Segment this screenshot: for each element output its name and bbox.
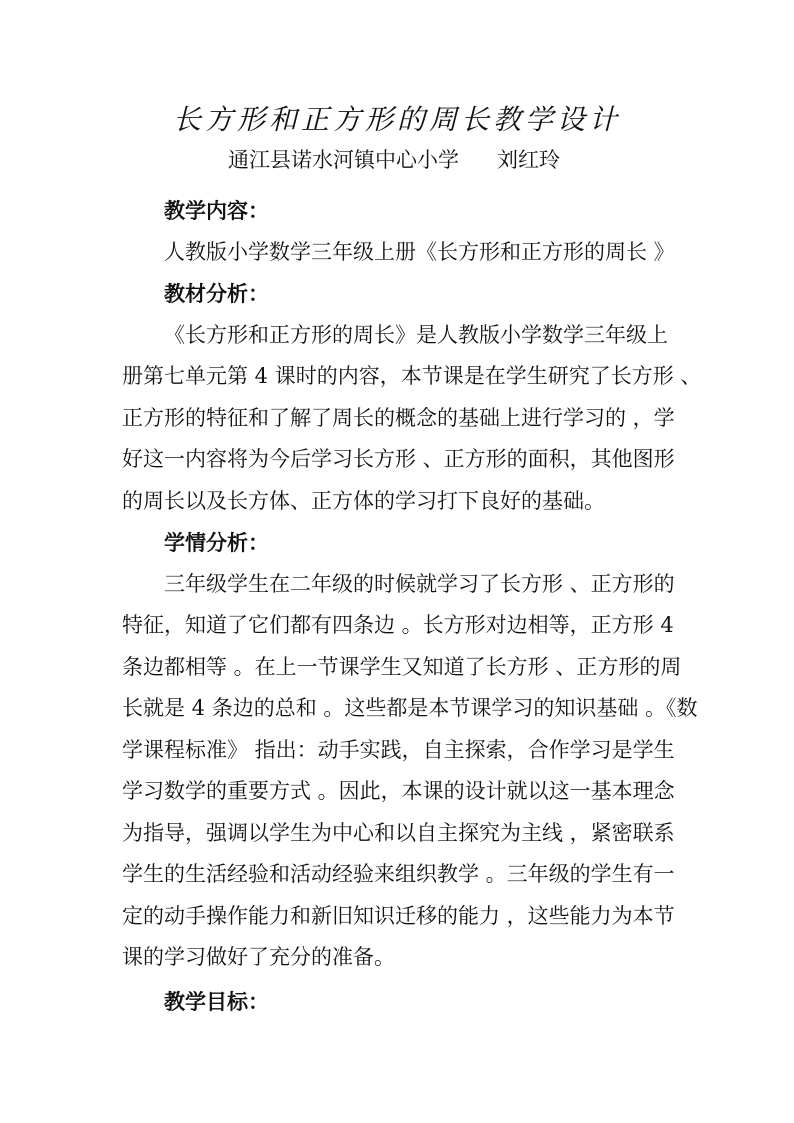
section-heading-student: 学情分析：	[164, 530, 269, 555]
student-line: 学课程标准》 指出：动手实践，自主探索，合作学习是学生	[122, 737, 675, 762]
student-line: 特征，知道了它们都有四条边 。长方形对边相等，正方形 4	[122, 613, 674, 637]
student-line: 为指导，强调以学生为中心和以自主探究为主线 ，紧密联系	[122, 820, 675, 845]
analysis-line: 正方形的特征和了解了周长的概念的基础上进行学习的 ，学	[122, 405, 675, 430]
school-name: 通江县诺水河镇中心小学	[228, 148, 459, 172]
section-heading-content: 教学内容：	[164, 198, 269, 223]
content-text: 人教版小学数学三年级上册《长方形和正方形的周长 》	[164, 239, 675, 264]
author-name: 刘红玲	[497, 148, 560, 172]
analysis-line: 好这一内容将为今后学习长方形 、正方形的面积，其他图形	[122, 447, 675, 471]
section-heading-goals: 教学目标：	[164, 988, 269, 1014]
section-heading-analysis: 教材分析：	[164, 281, 269, 306]
analysis-line: 的周长以及长方体、正方体的学习打下良好的基础。	[122, 488, 605, 513]
analysis-line: 《长方形和正方形的周长》是人教版小学数学三年级上	[164, 322, 668, 347]
student-line: 定的动手操作能力和新旧知识迁移的能力 ，这些能力为本节	[122, 903, 675, 928]
student-line: 学习数学的重要方式 。因此，本课的设计就以这一基本理念	[122, 779, 675, 803]
analysis-line: 册第七单元第 4 课时的内容，本节课是在学生研究了长方形 、	[122, 364, 702, 388]
student-line: 条边都相等 。在上一节课学生又知道了长方形 、正方形的周	[122, 654, 682, 679]
document-body	[122, 190, 702, 1022]
author-line	[228, 143, 560, 177]
student-line: 课的学习做好了充分的准备。	[122, 945, 395, 969]
document-title: 长方形和正方形的周长教学设计	[172, 103, 621, 136]
student-line: 长就是 4 条边的总和 。这些都是本节课学习的知识基础 。《数	[122, 696, 698, 720]
student-line: 三年级学生在二年级的时候就学习了长方形 、正方形的	[164, 571, 675, 596]
student-line: 学生的生活经验和活动经验来组织教学 。三年级的学生有一	[122, 862, 675, 886]
